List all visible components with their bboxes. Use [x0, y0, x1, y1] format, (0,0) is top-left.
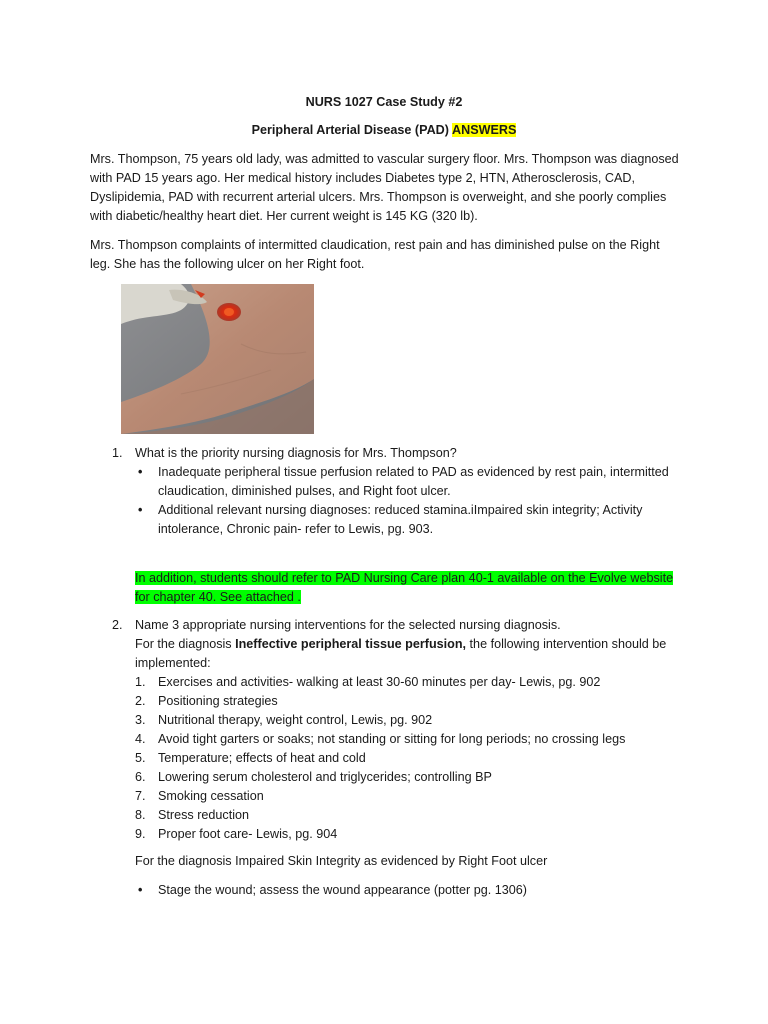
question-text: What is the priority nursing diagnosis for Mrs. Thompson? — [135, 446, 457, 460]
list-item: 7. Smoking cessation — [135, 789, 264, 803]
bullet-icon: • — [138, 883, 143, 897]
foot-ulcer-photo — [121, 284, 314, 434]
care-plan-note — [135, 569, 680, 607]
list-item: • Stage the wound; assess the wound appearance (potter pg. 1306) — [135, 881, 718, 900]
list-item: 4. Avoid tight garters or soaks; not standing or sitting for long periods; no crossing legs — [135, 732, 626, 746]
list-item: 1. Exercises and activities- walking at least 30-60 minutes per day- Lewis, pg. 902 — [135, 675, 601, 689]
list-item: • Inadequate peripheral tissue perfusion related to PAD as evidenced by rest pain, intermitted claudication, diminished pulses, and Right foot ulcer. — [138, 465, 669, 498]
intro-paragraph-2: Mrs. Thompson complaints of intermitted claudication, rest pain and has diminished pulse on the Right leg. She has the following ulcer on her Right foot. — [90, 238, 660, 271]
intro-paragraph-1: Mrs. Thompson, 75 years old lady, was admitted to vascular surgery floor. Mrs. Thompson was diagnosed with PAD 15 years ago. Her medical history includes Diabetes type 2, HTN, Atherosclerosis, CAD, Dyslipidemia, PAD with recurrent arterial ulcers. Mrs. Thompson is overweight, and she poorly complies with diabetic/healthy heart diet. Her current weight is 145 KG (320 lb). — [90, 152, 679, 223]
question-number: 1. — [112, 446, 123, 460]
list-item: 8. Stress reduction — [135, 808, 249, 822]
document-subtitle — [0, 121, 768, 140]
interventions-list — [135, 673, 690, 844]
answers-highlight: ANSWERS — [452, 123, 517, 137]
list-item: • Additional relevant nursing diagnoses: reduced stamina.iImpaired skin integrity; Activity intolerance, Chronic pain- refer to Lewis, pg. 903. — [138, 503, 643, 536]
bullet-icon: • — [138, 503, 143, 517]
list-item: 9. Proper foot care- Lewis, pg. 904 — [135, 827, 338, 841]
list-item: 2. Positioning strategies — [135, 694, 278, 708]
question-number: 2. — [112, 618, 123, 632]
diagnosis-name: Ineffective peripheral tissue perfusion, — [235, 637, 467, 651]
question-text: Name 3 appropriate nursing interventions for the selected nursing diagnosis. — [135, 618, 561, 632]
answer-bullets — [135, 463, 690, 539]
question-2 — [90, 616, 690, 844]
document-title: NURS 1027 Case Study #2 — [305, 95, 463, 109]
list-item: 3. Nutritional therapy, weight control, Lewis, pg. 902 — [135, 713, 433, 727]
bullet-icon: • — [138, 465, 143, 479]
subtitle-text: Peripheral Arterial Disease (PAD) — [251, 123, 449, 137]
question-1 — [90, 444, 690, 539]
care-plan-note-text: In addition, students should refer to PAD Nursing Care plan 40-1 available on the Evolve website for chapter 40. See attached . — [135, 571, 674, 604]
list-item: 5. Temperature; effects of heat and cold — [135, 751, 366, 765]
skin-integrity-heading: For the diagnosis Impaired Skin Integrity as evidenced by Right Foot ulcer — [135, 854, 548, 868]
diagnosis-intro: For the diagnosis Ineffective peripheral tissue perfusion, the following intervention should be implemented: — [135, 637, 667, 670]
list-item: 6. Lowering serum cholesterol and triglycerides; controlling BP — [135, 770, 492, 784]
